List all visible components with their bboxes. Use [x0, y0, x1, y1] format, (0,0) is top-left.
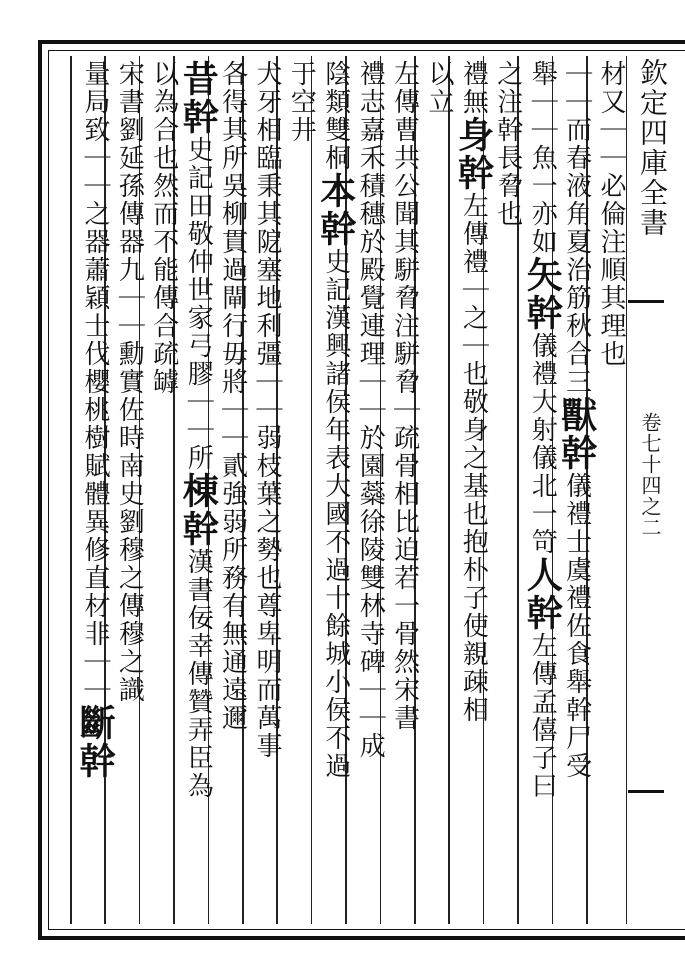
- headword: 棟幹: [177, 472, 220, 548]
- margin-juan: 卷七十四之二: [638, 412, 662, 538]
- text-column: [72, 60, 116, 780]
- continuation-line: 禮｜之｜也無: [86, 930, 92, 931]
- text-segment: 禮無: [458, 60, 489, 116]
- text-column: [313, 60, 357, 780]
- column-rule: [311, 56, 313, 924]
- text-segment: 以立: [424, 60, 454, 116]
- fish-tail-mark: [628, 300, 664, 303]
- text-segment: 儀禮士虞禮佐食舉幹尸受: [561, 472, 592, 780]
- text-column: [210, 60, 250, 732]
- continuation-lines: [52, 930, 622, 970]
- text-column: [519, 60, 564, 800]
- text-segment: 于空井: [286, 60, 317, 144]
- text-column: [278, 60, 318, 144]
- text-segment: 之注幹長脅也: [492, 60, 523, 228]
- text-segment: 左傳禮｜之｜也敬身之基也抱朴子使親疎相: [458, 192, 489, 724]
- text-segment: 量局致｜｜之器蕭穎士伐櫻桃樹賦體異修直材非｜｜: [80, 60, 110, 704]
- text-segment: 以為合也然而不能傳合疏罅: [148, 60, 179, 396]
- headword: 人幹: [521, 556, 564, 632]
- text-segment: 史記田敬仲世家弓膠｜｜所: [183, 136, 214, 472]
- text-column: [141, 60, 181, 396]
- continuation-line: 輔鼎足不彊｜｜微撓: [117, 930, 126, 931]
- text-segment: 宋書劉延孫傳器九｜｜勳實佐時南史劉穆之傳穆之識: [114, 60, 145, 704]
- text-column: [347, 60, 387, 760]
- text-segment: 儀禮大射儀北一笴: [527, 332, 558, 556]
- text-segment: 材又｜｜必倫注順其理也: [596, 60, 626, 368]
- headword: 身幹: [452, 116, 495, 192]
- headword: 昔幹: [177, 60, 220, 136]
- continuation-line: 振祭嚌之佐食受加于脈俎: [106, 930, 117, 931]
- text-segment: 陰類雙桐: [320, 60, 351, 172]
- text-column: [554, 60, 598, 780]
- headword: 斷幹: [74, 704, 116, 780]
- text-column: [106, 60, 146, 704]
- column-rule: [448, 56, 450, 924]
- text-column: [244, 60, 284, 760]
- text-column: [382, 60, 422, 732]
- text-segment: 禮志嘉禾積穗於殿覺連理｜｜於園蘂徐陵雙林寺碑｜｜成: [355, 60, 386, 760]
- column-rule: [70, 56, 72, 924]
- text-segment: 各得其所吳柳貫過閘行毋將｜｜貳強弱所務有無通遠邇: [217, 60, 248, 732]
- continuation-line: 數十里以蕃輔京師而漢郡八九十形錯諸侯間: [52, 930, 71, 931]
- continuation-line: 儀禮大射儀北一笴東面立注笴｜｜: [71, 930, 86, 931]
- headword: 獸幹: [555, 396, 598, 472]
- headword: 本幹: [314, 172, 357, 248]
- text-segment: 史記漢興諸侯年表大國不過十餘城小侯不過: [320, 248, 351, 780]
- text-segment: 犬牙相臨秉其阸塞地利彊｜｜弱枝葉之勢也尊卑明而萬事: [252, 60, 282, 760]
- continuation-line: 王儉褚淵碑文率禮蹈謙諒實｜｜: [92, 930, 106, 931]
- headword: 矢幹: [521, 256, 564, 332]
- text-segment: ｜｜而春液角夏治筋秋合三: [561, 60, 592, 396]
- text-column: [175, 60, 220, 800]
- text-segment: 漢書佞幸傳贊弄臣為: [183, 548, 214, 800]
- text-column: [416, 60, 456, 116]
- margin-title: 欽定四庫全書: [636, 58, 669, 238]
- text-column: [588, 60, 628, 368]
- text-column: [450, 60, 495, 724]
- text-segment: 左傳孟僖子曰: [527, 632, 558, 800]
- text-segment: 舉｜｜魚一亦如: [527, 60, 558, 256]
- text-segment: 左傳曹共公聞其駢脅注駢脅｜疏骨相比迫若一骨然宋書: [389, 60, 420, 732]
- fish-tail-mark-bottom: [628, 790, 664, 793]
